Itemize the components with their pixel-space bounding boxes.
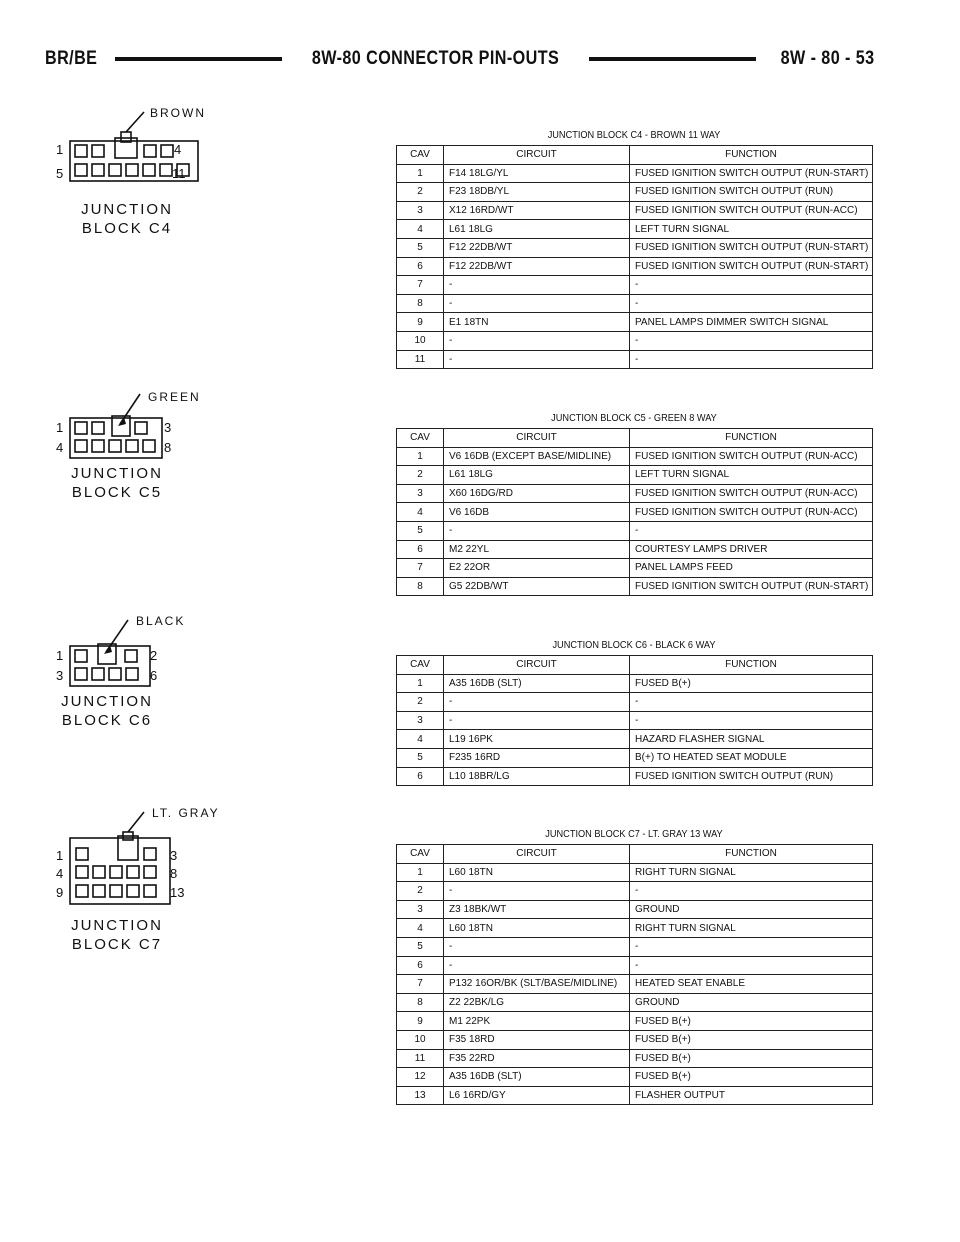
table-row: 8 G5 22DB/WT FUSED IGNITION SWITCH OUTPUT (RUN-START) bbox=[397, 577, 873, 596]
connector-c4-diagram bbox=[40, 98, 240, 278]
pinout-table-c4 bbox=[396, 145, 873, 369]
table-row: 11 F35 22RD FUSED B(+) bbox=[397, 1049, 873, 1068]
table-row: 2 - - bbox=[397, 882, 873, 901]
header-rule-right bbox=[589, 57, 756, 61]
table-row: 6 F12 22DB/WT FUSED IGNITION SWITCH OUTPUT (RUN-START) bbox=[397, 257, 873, 276]
pinout-table-c5 bbox=[396, 428, 873, 596]
table-row: 5 F12 22DB/WT FUSED IGNITION SWITCH OUTPUT (RUN-START) bbox=[397, 238, 873, 257]
connector-c4-color: BROWN bbox=[150, 106, 206, 120]
table-row: 7 - - bbox=[397, 276, 873, 295]
table-row: 4 L19 16PK HAZARD FLASHER SIGNAL bbox=[397, 730, 873, 749]
connector-c4-label: JUNCTION BLOCK C4 bbox=[81, 201, 173, 237]
table-row: 1 F14 18LG/YL FUSED IGNITION SWITCH OUTPUT (RUN-START) bbox=[397, 164, 873, 183]
table-row: 9 E1 18TN PANEL LAMPS DIMMER SWITCH SIGNAL bbox=[397, 313, 873, 332]
table-c5-caption: JUNCTION BLOCK C5 - GREEN 8 WAY bbox=[551, 413, 717, 424]
pin-label: 4 bbox=[174, 142, 182, 157]
pin-label: 13 bbox=[170, 885, 185, 900]
table-row: 5 - - bbox=[397, 521, 873, 540]
table-row: 3 X12 16RD/WT FUSED IGNITION SWITCH OUTPUT (RUN-ACC) bbox=[397, 201, 873, 220]
pin-label: 1 bbox=[56, 648, 64, 663]
table-row: 1 L60 18TN RIGHT TURN SIGNAL bbox=[397, 863, 873, 882]
table-row: 6 - - bbox=[397, 956, 873, 975]
connector-c5-color: GREEN bbox=[148, 390, 201, 404]
table-header-row: CAV CIRCUIT FUNCTION bbox=[397, 845, 873, 864]
connector-c7-label: JUNCTION BLOCK C7 bbox=[71, 917, 163, 953]
table-row: 7 E2 22OR PANEL LAMPS FEED bbox=[397, 559, 873, 578]
pin-label: 6 bbox=[150, 668, 158, 683]
pin-label: 4 bbox=[56, 866, 64, 881]
table-c7-caption: JUNCTION BLOCK C7 - LT. GRAY 13 WAY bbox=[545, 829, 723, 840]
table-row: 11 - - bbox=[397, 350, 873, 369]
header-left: BR/BE bbox=[45, 48, 98, 69]
pin-label: 3 bbox=[170, 848, 178, 863]
table-row: 3 X60 16DG/RD FUSED IGNITION SWITCH OUTPUT (RUN-ACC) bbox=[397, 484, 873, 503]
pin-label: 5 bbox=[56, 166, 64, 181]
connector-c6-diagram bbox=[40, 606, 240, 786]
pin-label: 4 bbox=[56, 440, 64, 455]
header-rule-left bbox=[115, 57, 282, 61]
table-row: 1 V6 16DB (EXCEPT BASE/MIDLINE) FUSED IGNITION SWITCH OUTPUT (RUN-ACC) bbox=[397, 447, 873, 466]
table-c4-caption: JUNCTION BLOCK C4 - BROWN 11 WAY bbox=[547, 130, 721, 141]
connector-c5-diagram bbox=[40, 380, 240, 560]
pin-label: 3 bbox=[164, 420, 172, 435]
pin-label: 1 bbox=[56, 142, 64, 157]
table-row: 2 - - bbox=[397, 693, 873, 712]
table-header-row: CAV CIRCUIT FUNCTION bbox=[397, 429, 873, 448]
table-row: 13 L6 16RD/GY FLASHER OUTPUT bbox=[397, 1086, 873, 1105]
connector-c5-label: JUNCTION BLOCK C5 bbox=[71, 465, 163, 501]
table-row: 10 - - bbox=[397, 331, 873, 350]
table-header-row: CAV CIRCUIT FUNCTION bbox=[397, 146, 873, 165]
pin-label: 11 bbox=[172, 166, 186, 181]
table-row: 8 - - bbox=[397, 294, 873, 313]
pin-label: 1 bbox=[56, 848, 64, 863]
pin-label: 1 bbox=[56, 420, 64, 435]
pin-label: 8 bbox=[170, 866, 178, 881]
pinout-table-c7 bbox=[396, 844, 873, 1105]
table-row: 3 Z3 18BK/WT GROUND bbox=[397, 900, 873, 919]
connector-c6-label: JUNCTION BLOCK C6 bbox=[61, 693, 153, 729]
table-row: 5 - - bbox=[397, 937, 873, 956]
table-row: 7 P132 16OR/BK (SLT/BASE/MIDLINE) HEATED SEAT ENABLE bbox=[397, 975, 873, 994]
pin-label: 9 bbox=[56, 885, 64, 900]
header-page-number: 8W - 80 - 53 bbox=[781, 48, 876, 69]
page-header bbox=[45, 45, 875, 73]
table-c6-caption: JUNCTION BLOCK C6 - BLACK 6 WAY bbox=[552, 640, 716, 651]
connector-c6-color: BLACK bbox=[136, 614, 186, 628]
table-row: 4 L61 18LG LEFT TURN SIGNAL bbox=[397, 220, 873, 239]
table-row: 3 - - bbox=[397, 711, 873, 730]
table-row: 6 M2 22YL COURTESY LAMPS DRIVER bbox=[397, 540, 873, 559]
table-row: 10 F35 18RD FUSED B(+) bbox=[397, 1030, 873, 1049]
table-row: 4 L60 18TN RIGHT TURN SIGNAL bbox=[397, 919, 873, 938]
connector-c7-diagram bbox=[40, 798, 240, 978]
pin-label: 3 bbox=[56, 668, 64, 683]
table-row: 1 A35 16DB (SLT) FUSED B(+) bbox=[397, 674, 873, 693]
table-row: 4 V6 16DB FUSED IGNITION SWITCH OUTPUT (RUN-ACC) bbox=[397, 503, 873, 522]
pin-label: 2 bbox=[150, 648, 158, 663]
connector-c7-color: LT. GRAY bbox=[152, 806, 220, 820]
header-title: 8W-80 CONNECTOR PIN-OUTS bbox=[311, 48, 560, 69]
table-row: 12 A35 16DB (SLT) FUSED B(+) bbox=[397, 1068, 873, 1087]
pinout-table-c6 bbox=[396, 655, 873, 786]
pin-label: 8 bbox=[164, 440, 172, 455]
table-header-row: CAV CIRCUIT FUNCTION bbox=[397, 656, 873, 675]
table-row: 6 L10 18BR/LG FUSED IGNITION SWITCH OUTPUT (RUN) bbox=[397, 767, 873, 786]
table-row: 8 Z2 22BK/LG GROUND bbox=[397, 993, 873, 1012]
table-row: 9 M1 22PK FUSED B(+) bbox=[397, 1012, 873, 1031]
table-row: 2 L61 18LG LEFT TURN SIGNAL bbox=[397, 466, 873, 485]
table-row: 5 F235 16RD B(+) TO HEATED SEAT MODULE bbox=[397, 748, 873, 767]
table-row: 2 F23 18DB/YL FUSED IGNITION SWITCH OUTPUT (RUN) bbox=[397, 183, 873, 202]
